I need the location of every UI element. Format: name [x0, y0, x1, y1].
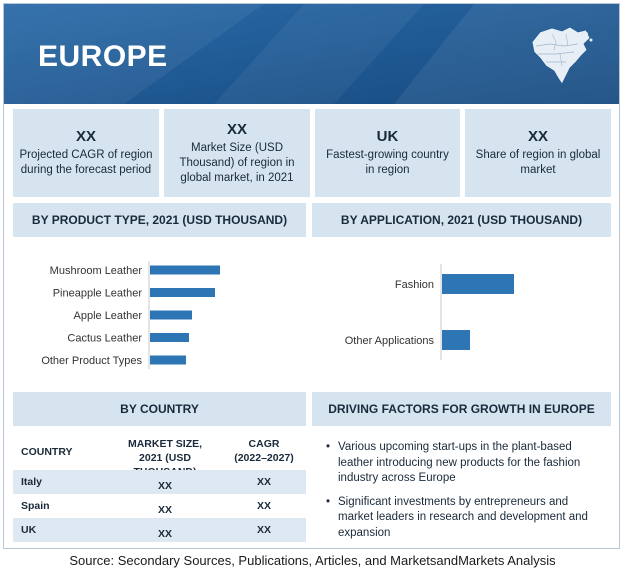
bullet-icon: •	[326, 441, 331, 453]
cagr-cell: XX	[256, 524, 271, 536]
kpi-market-size	[164, 109, 310, 197]
category-label: Apple Leather	[73, 310, 142, 322]
bar	[442, 330, 470, 350]
bar	[442, 274, 514, 294]
kpi-label: Market Size (USD Thousand) of region in global market, in 2021	[179, 141, 295, 184]
kpi-label: Fastest-growing country in region	[326, 149, 449, 176]
infographic-frame	[3, 3, 620, 549]
bar	[150, 311, 192, 320]
bar	[150, 356, 186, 365]
region-header	[4, 4, 619, 104]
kpi-value: XX	[527, 128, 548, 145]
list-item	[326, 495, 606, 542]
drivers-heading: DRIVING FACTORS FOR GROWTH IN EUROPE	[312, 392, 611, 426]
category-label: Other Product Types	[41, 355, 142, 367]
kpi-value: XX	[75, 128, 96, 145]
category-label: Other Applications	[344, 335, 434, 347]
kpi-fastest-country	[315, 109, 460, 197]
category-label: Fashion	[394, 279, 434, 291]
market-size-header-line-2: 2021 (USD	[139, 452, 191, 464]
application-chart	[312, 242, 611, 382]
by-country-heading: BY COUNTRY	[13, 392, 306, 426]
kpi-label: Projected CAGR of region during the forecast period	[19, 149, 153, 176]
region-title: EUROPE	[38, 40, 168, 73]
bar	[150, 333, 189, 342]
country-cell: Spain	[21, 500, 50, 512]
product-type-heading: BY PRODUCT TYPE, 2021 (USD THOUSAND)	[13, 203, 306, 237]
application-chart-svg	[312, 242, 611, 382]
cagr-header-line-2: (2022–2027)	[234, 452, 294, 464]
size-cell: XX	[157, 528, 172, 540]
product-type-chart	[13, 242, 306, 382]
kpi-value: XX	[226, 120, 247, 138]
bar	[150, 288, 215, 297]
bar	[150, 266, 220, 275]
product-type-chart-svg	[13, 242, 306, 382]
category-label: Mushroom Leather	[49, 265, 142, 277]
kpi-region-share	[465, 109, 611, 197]
source-note: Source: Secondary Sources, Publications, Articles, and MarketsandMarkets Analysis	[69, 553, 556, 568]
driver-text: Significant investments by entrepreneurs and market leaders in research and development and expansion	[338, 495, 588, 539]
cagr-header	[226, 437, 302, 465]
kpi-value: UK	[376, 128, 399, 145]
drivers-list	[326, 440, 606, 549]
cagr-cell: XX	[256, 500, 271, 512]
size-cell: XX	[157, 504, 172, 516]
north-america-map-icon	[526, 24, 596, 88]
kpi-cagr	[13, 109, 159, 197]
cagr-header-line-1: CAGR	[248, 438, 280, 450]
country-header: COUNTRY	[21, 446, 73, 458]
category-label: Pineapple Leather	[52, 287, 142, 300]
country-cell: Italy	[21, 476, 43, 488]
size-cell: XX	[157, 480, 172, 492]
kpi-label: Share of region in global market	[475, 149, 601, 176]
kpi-strip	[13, 109, 611, 199]
cagr-cell: XX	[256, 476, 271, 488]
list-item	[326, 440, 606, 487]
country-cell: UK	[21, 524, 37, 536]
driver-text: Various upcoming start-ups in the plant-based leather introducing new products for the fashion industry across Europe	[338, 441, 581, 484]
market-size-header-line-1: MARKET SIZE,	[127, 438, 203, 450]
application-heading: BY APPLICATION, 2021 (USD THOUSAND)	[312, 203, 611, 237]
bullet-icon: •	[326, 495, 331, 508]
category-label: Cactus Leather	[67, 332, 142, 345]
